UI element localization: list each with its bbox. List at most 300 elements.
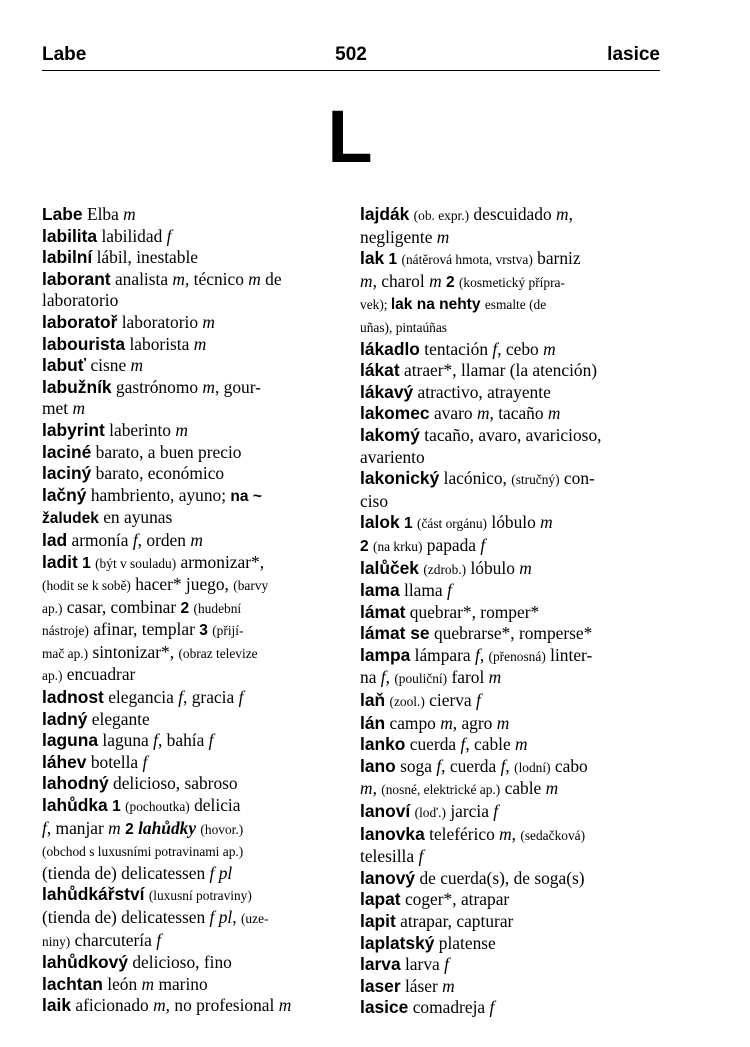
dictionary-line — [360, 293, 660, 316]
entry-text: (zool.) — [389, 694, 425, 710]
entry-text: f — [418, 846, 424, 867]
dictionary-line — [42, 334, 345, 356]
entry-text: (nosné, elektrické ap.) — [381, 782, 501, 798]
headword: lakomec — [360, 403, 430, 424]
entry-text: m — [543, 338, 556, 359]
entry-text: f — [476, 690, 481, 711]
entry-text: uñas), pintaúñas — [360, 319, 448, 335]
dictionary-line — [42, 664, 345, 687]
entry-text: 2 — [125, 820, 134, 838]
headword: lanoví — [360, 801, 411, 822]
dictionary-line — [360, 447, 660, 469]
dictionary-line — [360, 339, 660, 361]
entry-text: 1 — [404, 515, 413, 533]
dictionary-line — [360, 623, 660, 645]
headword: laguna — [42, 730, 99, 751]
headword: lanový — [360, 867, 416, 888]
dictionary-line — [42, 420, 345, 442]
dictionary-line — [42, 398, 345, 420]
dictionary-line — [360, 645, 660, 668]
dictionary-line — [360, 204, 660, 227]
entry-text: m — [440, 712, 453, 733]
entry-text: m — [442, 975, 455, 996]
headword: lákat — [360, 360, 400, 381]
headword: labilní — [42, 247, 93, 268]
entry-text: analista — [110, 268, 173, 289]
entry-text: 2 — [180, 599, 190, 617]
page-header — [42, 44, 660, 71]
entry-text: farol — [447, 667, 489, 688]
headword: labilita — [42, 225, 98, 246]
entry-text: gastrónomo — [111, 376, 203, 397]
dictionary-line — [42, 574, 345, 597]
dictionary-line — [42, 290, 345, 312]
page-number: 502 — [335, 44, 367, 65]
entry-text: labilidad — [97, 225, 167, 246]
headword: laborant — [42, 268, 111, 289]
headword: lachtan — [42, 973, 103, 994]
entry-text: f pl — [209, 907, 233, 927]
dictionary-line — [360, 801, 660, 824]
headword: laser — [360, 975, 401, 996]
dictionary-line — [42, 687, 345, 709]
entry-text: f — [132, 529, 138, 550]
headword: lalůček — [360, 557, 419, 578]
entry-text: m — [248, 268, 261, 289]
entry-text: f — [208, 730, 214, 751]
entry-text: lacónico, — [439, 468, 512, 489]
entry-text: papada — [422, 534, 481, 555]
entry-text: f — [500, 755, 506, 776]
entry-text: (hudební — [193, 600, 242, 616]
entry-text: m — [360, 778, 373, 799]
dictionary-line — [360, 558, 660, 581]
dictionary-line — [360, 911, 660, 933]
entry-text: m — [130, 355, 144, 376]
dictionary-line — [42, 974, 345, 996]
entry-text: , — [479, 644, 489, 665]
entry-text: m — [556, 204, 569, 224]
dictionary-line — [360, 667, 660, 690]
entry-text: lámpara — [410, 644, 475, 665]
first-guide-word: Labe — [42, 44, 87, 65]
entry-text: nástroje) — [42, 623, 89, 639]
entry-text: , técnico — [184, 268, 249, 289]
entry-text: (být v souladu) — [95, 555, 177, 571]
entry-text: campo — [385, 712, 441, 733]
entry-text: laborista — [125, 333, 194, 354]
entry-text: (část orgánu) — [416, 516, 488, 532]
headword: ladný — [42, 708, 88, 729]
entry-text: , bahía — [157, 730, 209, 751]
dictionary-line — [42, 507, 345, 530]
dictionary-line — [42, 269, 345, 291]
entry-text: , — [505, 755, 515, 776]
entry-text: (hovor.) — [200, 821, 244, 837]
headword: labužník — [42, 376, 112, 397]
headword: laciné — [42, 441, 92, 462]
entry-text: (zdrob.) — [423, 561, 467, 577]
entry-text: , — [511, 823, 521, 844]
entry-text: m — [153, 995, 166, 1016]
dictionary-line — [42, 463, 345, 485]
headword: lakonický — [360, 468, 440, 489]
entry-text: delicioso, sabroso — [108, 773, 238, 794]
entry-text: con- — [559, 468, 595, 489]
entry-text: f — [493, 801, 499, 822]
entry-text: hacer* juego, — [130, 574, 234, 595]
dictionary-line — [42, 795, 345, 818]
dictionary-line — [42, 442, 345, 464]
entry-text: larva — [400, 954, 445, 975]
entry-text: cabo — [550, 755, 588, 776]
entry-text: mač ap.) — [42, 645, 89, 661]
dictionary-line — [360, 360, 660, 382]
entry-text: ciso — [360, 490, 389, 511]
dictionary-line — [360, 868, 660, 890]
entry-text: atraer*, llamar (la atención) — [399, 360, 598, 381]
entry-text: m — [540, 512, 553, 533]
dictionary-line — [360, 248, 660, 271]
entry-text: m — [175, 419, 188, 440]
entry-text: 1 — [112, 798, 121, 816]
headword: lanovka — [360, 823, 425, 844]
entry-text: lóbulo — [487, 512, 541, 533]
headword: larva — [360, 954, 401, 975]
entry-text: quebrar*, romper* — [405, 601, 540, 622]
dictionary-line — [42, 952, 345, 974]
dictionary-line — [360, 734, 660, 756]
headword: lahůdka — [42, 795, 108, 816]
headword: lanko — [360, 734, 406, 755]
entry-text: soga — [395, 755, 437, 776]
dictionary-line — [360, 976, 660, 998]
entry-text: na ~ — [230, 487, 262, 505]
entry-text: laboratorio — [117, 311, 203, 332]
entry-text: , cable — [465, 734, 516, 755]
headword: lano — [360, 755, 396, 776]
entry-text: f — [446, 580, 452, 601]
entry-text: esmalte (de — [484, 297, 547, 313]
dictionary-line — [42, 226, 345, 248]
right-column — [360, 204, 660, 1019]
dictionary-line — [360, 933, 660, 955]
entry-text: (na krku) — [372, 538, 423, 554]
entry-text: en ayunas — [98, 507, 173, 528]
entry-text: f — [489, 997, 495, 1018]
entry-text: 2 — [445, 273, 455, 291]
entry-text: encuadrar — [62, 664, 136, 685]
entry-text: cisne — [86, 355, 131, 376]
entry-text: m — [429, 270, 442, 291]
headword: labyrint — [42, 419, 105, 440]
entry-text: platense — [434, 932, 496, 953]
dictionary-line — [360, 824, 660, 847]
entry-text: f — [436, 755, 442, 776]
headword: lán — [360, 712, 386, 733]
dictionary-line — [42, 863, 345, 885]
dictionary-line — [42, 930, 345, 953]
dictionary-line — [42, 709, 345, 731]
entry-text: sintonizar*, — [88, 641, 179, 662]
entry-text: , tacaño — [489, 403, 548, 424]
dictionary-line — [42, 773, 345, 795]
entry-text: telesilla — [360, 846, 419, 867]
headword: lak — [360, 248, 385, 269]
entry-text: (lodní) — [514, 759, 551, 775]
headword: lahůdkářství — [42, 884, 145, 905]
entry-text: (barvy — [233, 578, 269, 594]
dictionary-line — [42, 204, 345, 226]
entry-text: f — [444, 954, 449, 975]
entry-text: casar, combinar — [62, 596, 181, 617]
entry-text: žaludek — [42, 510, 99, 528]
entry-text: , — [385, 667, 395, 688]
headword: lámat — [360, 601, 406, 622]
entry-text: , charol — [372, 270, 430, 291]
entry-text: león — [102, 973, 142, 994]
entry-text: m — [515, 734, 528, 755]
headword: lačný — [42, 484, 87, 505]
headword: lákavý — [360, 381, 414, 402]
left-column — [42, 204, 345, 1017]
headword: labuť — [42, 355, 87, 376]
dictionary-line — [42, 995, 345, 1017]
headword: labourista — [42, 333, 126, 354]
headword: laň — [360, 690, 386, 711]
entry-text: m — [436, 226, 450, 247]
entry-text: atractivo, atrayente — [413, 381, 551, 402]
entry-text: , — [372, 778, 382, 799]
entry-text: f pl — [209, 862, 233, 883]
entry-text: tacaño, avaro, avaricioso, — [419, 424, 602, 445]
dictionary-line — [42, 840, 345, 863]
dictionary-line — [42, 642, 345, 665]
dictionary-line — [360, 713, 660, 735]
entry-text: (obraz televize — [178, 645, 258, 661]
entry-text: ap.) — [42, 600, 63, 616]
entry-text: armonizar*, — [176, 551, 265, 572]
entry-text: comadreja — [408, 997, 490, 1018]
headword: ladit — [42, 551, 78, 572]
entry-text: , orden — [137, 529, 191, 550]
entry-text: barniz — [532, 248, 581, 269]
entry-text: llama — [399, 580, 447, 601]
entry-text: descuidado — [469, 204, 557, 224]
dictionary-line — [360, 756, 660, 779]
entry-text: barato, a buen precio — [91, 441, 242, 462]
entry-text: m — [476, 403, 490, 424]
headword: Labe — [42, 204, 83, 224]
entry-text: , cebo — [497, 338, 544, 359]
entry-text: atrapar, capturar — [395, 911, 514, 931]
entry-text: 1 — [388, 251, 398, 269]
entry-text: cable — [500, 778, 546, 799]
entry-text: f — [474, 644, 480, 665]
dictionary-line — [42, 884, 345, 907]
dictionary-line — [360, 227, 660, 249]
entry-text: m — [72, 398, 85, 419]
entry-text: m — [172, 268, 185, 289]
dictionary-line — [42, 312, 345, 334]
dictionary-line — [42, 247, 345, 269]
entry-text: avariento — [360, 446, 425, 467]
entry-text: na — [360, 667, 381, 688]
entry-text: linter- — [545, 644, 593, 665]
dictionary-line — [360, 954, 660, 976]
headword: lapit — [360, 911, 396, 931]
last-guide-word: lasice — [607, 44, 660, 65]
entry-text: ap.) — [42, 668, 63, 684]
entry-text: (stručný) — [511, 472, 560, 488]
dictionary-line — [360, 425, 660, 447]
entry-text: cuerda — [405, 734, 461, 755]
entry-text: armonía — [67, 529, 133, 550]
section-letter: L — [327, 95, 373, 178]
entry-text: m — [360, 270, 373, 291]
headword: lasice — [360, 997, 409, 1018]
entry-text: elegante — [87, 708, 150, 729]
entry-text: 1 — [82, 554, 91, 572]
entry-text: m — [202, 311, 215, 332]
dictionary-line — [42, 597, 345, 620]
headword: lakomý — [360, 424, 420, 445]
entry-text: m — [123, 204, 136, 224]
entry-text: laboratorio — [42, 290, 119, 311]
dictionary-line — [360, 778, 660, 801]
entry-text: (ob. expr.) — [413, 208, 470, 223]
headword: lajdák — [360, 204, 410, 224]
entry-text: f — [480, 534, 486, 555]
entry-text: delicioso, fino — [128, 952, 232, 973]
entry-text: hambriento, ayuno; — [86, 484, 231, 505]
headword: lahodný — [42, 773, 109, 794]
dictionary-line — [360, 846, 660, 868]
entry-text: (tienda de) delicatessen — [42, 862, 210, 883]
entry-text: tentación — [419, 338, 493, 359]
entry-text: (luxusní potraviny) — [148, 888, 252, 904]
entry-text: laguna — [98, 730, 154, 751]
entry-text: , agro — [452, 712, 497, 733]
dictionary-line — [360, 997, 660, 1019]
entry-text: charcutería — [70, 929, 157, 950]
entry-text: (nátěrová hmota, vrstva) — [401, 252, 533, 268]
headword: laboratoř — [42, 311, 118, 332]
entry-text: m — [190, 529, 203, 550]
dictionary-line — [42, 485, 345, 508]
entry-text: (obchod s luxusními potravinami ap.) — [42, 844, 244, 860]
headword: lama — [360, 580, 400, 601]
entry-text: de — [260, 268, 282, 289]
entry-text: jarcia — [445, 801, 494, 822]
entry-text: avaro — [429, 403, 477, 424]
entry-text: quebrarse*, romperse* — [429, 623, 593, 644]
entry-text: (loď.) — [414, 805, 446, 821]
entry-text: vek); — [360, 297, 391, 313]
dictionary-line — [360, 403, 660, 425]
headword: lámat se — [360, 623, 430, 644]
headword: lampa — [360, 644, 411, 665]
entry-text: f — [153, 730, 158, 751]
entry-text: delicia — [189, 795, 241, 816]
entry-text: m — [278, 995, 292, 1016]
headword: lalok — [360, 512, 400, 533]
entry-text: marino — [154, 973, 208, 994]
entry-text: niny) — [42, 933, 71, 949]
headword: lákadlo — [360, 338, 420, 359]
entry-text: Elba — [82, 204, 124, 224]
dictionary-line — [42, 730, 345, 752]
entry-text: , cuerda — [441, 755, 501, 776]
entry-text: (sedačková) — [520, 827, 586, 843]
entry-text: teleférico — [424, 823, 500, 844]
entry-text: elegancia — [103, 687, 179, 708]
dictionary-line — [42, 377, 345, 399]
entry-text: m — [519, 557, 532, 578]
entry-text: laberinto — [104, 419, 176, 440]
dictionary-line — [360, 316, 660, 339]
entry-text: afinar, templar — [88, 619, 200, 640]
entry-text: (uze- — [240, 911, 269, 926]
entry-text: m — [141, 973, 155, 994]
headword: lahůdkový — [42, 952, 129, 973]
dictionary-line — [360, 271, 660, 294]
entry-text: lóbulo — [466, 557, 520, 578]
entry-text: láser — [400, 975, 443, 996]
entry-text: botella — [86, 751, 143, 772]
dictionary-line — [42, 619, 345, 642]
entry-text: f — [460, 734, 466, 755]
entry-text: f — [156, 929, 162, 950]
entry-text: m — [202, 376, 215, 397]
dictionary-line — [360, 580, 660, 602]
dictionary-line — [360, 491, 660, 513]
entry-text: m — [488, 667, 502, 688]
entry-text: m — [547, 403, 561, 424]
entry-text: (hodit se k sobě) — [42, 578, 131, 594]
entry-text: f — [42, 817, 47, 838]
entry-text: f — [380, 667, 386, 688]
entry-text: met — [42, 398, 73, 419]
entry-text: , manjar — [46, 817, 109, 838]
entry-text: lahůdky — [138, 817, 197, 838]
entry-text: barato, económico — [91, 463, 225, 484]
dictionary-line — [360, 382, 660, 404]
entry-text: , gour- — [214, 376, 261, 397]
dictionary-line — [42, 818, 345, 841]
entry-text: m — [193, 333, 207, 354]
entry-text: , no profesional — [165, 995, 279, 1016]
dictionary-line — [42, 530, 345, 552]
entry-text: aficionado — [71, 995, 154, 1016]
entry-text: f — [178, 687, 184, 708]
dictionary-line — [360, 690, 660, 713]
entry-text: (přijí- — [212, 623, 244, 639]
dictionary-line — [42, 355, 345, 377]
entry-text: (pochoutka) — [125, 799, 190, 815]
entry-text: , gracia — [183, 687, 239, 708]
entry-text: m — [108, 817, 121, 838]
entry-text: 3 — [199, 622, 208, 640]
dictionary-line — [360, 512, 660, 535]
entry-text: cierva — [424, 690, 476, 711]
dictionary-line — [360, 602, 660, 624]
entry-text: , — [232, 907, 241, 927]
headword: ladnost — [42, 687, 104, 708]
dictionary-line — [360, 889, 660, 911]
entry-text: f — [142, 751, 148, 772]
headword: lapat — [360, 889, 401, 910]
